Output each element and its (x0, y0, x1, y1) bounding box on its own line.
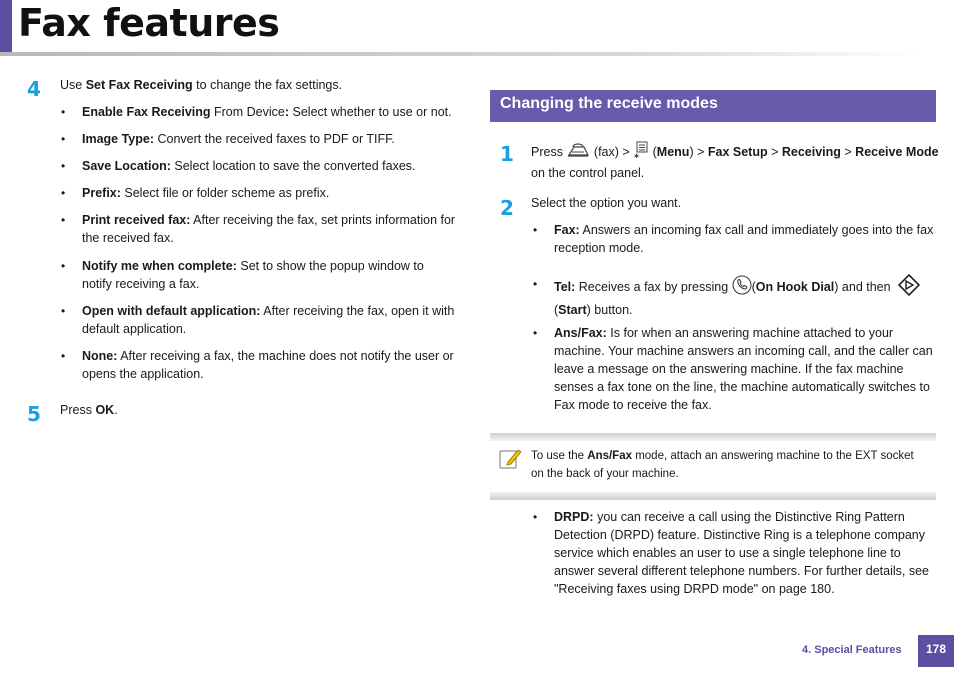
start-icon (898, 274, 920, 301)
bullet-marker: • (533, 510, 538, 524)
drpd-mode-item: DRPD: you can receive a call using the Distinctive Ring Pattern Detection (DRPD) feature. Distinctive Ring is a telephone company service which enables an user to use a single telephone line to answer several different telephone numbers. For further details, see "Receiving faxes using DRPD mode" on page 180. (554, 510, 929, 596)
bullet-marker: • (61, 159, 66, 173)
title-divider (0, 52, 920, 56)
note-text: To use the Ans/Fax mode, attach an answering machine to the EXT socket on the back of your machine. (531, 450, 914, 480)
bullet-marker: • (533, 326, 538, 340)
fax-icon (566, 141, 590, 164)
bullet-marker: • (61, 213, 66, 227)
page-title: Fax features (18, 1, 280, 45)
list-item: Prefix: Select file or folder scheme as prefix. (82, 186, 330, 200)
tel-mode-item: Tel: Receives a fax by pressing (On Hook Dial) and then (Start) button. (554, 274, 944, 319)
page-number: 178 (918, 635, 954, 667)
title-accent-bar (0, 0, 12, 54)
bullet-marker: • (61, 349, 66, 363)
svg-text:✱: ✱ (634, 153, 640, 159)
fax-mode-item: Fax: Answers an incoming fax call and immediately goes into the fax reception mode. (554, 223, 934, 255)
on-hook-dial-icon (732, 275, 752, 300)
list-item: Open with default application: After receiving the fax, open it with default application. (82, 304, 455, 336)
list-item: None: After receiving a fax, the machine does not notify the user or opens the application. (82, 349, 454, 381)
bullet-marker: • (61, 304, 66, 318)
ans-fax-mode-item: Ans/Fax: Is for when an answering machine attached to your machine. Your machine answers an incoming call, and the caller can leave a message on the answering machine. If the fax machine senses a fax tone on the line, the machine automatically switches to Fax mode to receive the fax. (554, 326, 933, 412)
note-pencil-icon (498, 447, 522, 476)
step-number-4: 4 (27, 77, 41, 101)
step-number-5: 5 (27, 402, 41, 426)
step-5-text: Press OK. (60, 403, 118, 417)
step-number-2: 2 (500, 196, 514, 220)
note-bottom-border (490, 492, 936, 500)
list-item: Image Type: Convert the received faxes to PDF or TIFF. (82, 132, 395, 146)
step-1-text: Press (fax) > ✱ (Menu) > Fax Setup > Receiving > Receive Mode on the control panel. (531, 141, 941, 182)
list-item: Save Location: Select location to save the converted faxes. (82, 159, 416, 173)
list-item: Enable Fax Receiving From Device: Select whether to use or not. (82, 105, 452, 119)
step-2-text: Select the option you want. (531, 196, 682, 210)
list-item: Print received fax: After receiving the fax, set prints information for the received fax. (82, 213, 456, 245)
section-heading (490, 90, 936, 122)
bullet-marker: • (533, 277, 538, 291)
bullet-marker: • (61, 132, 66, 146)
note-box (490, 433, 936, 500)
chapter-label: 4. Special Features (802, 644, 902, 656)
section-heading-text: Changing the receive modes (500, 95, 718, 112)
step-4-text: Use Set Fax Receiving to change the fax settings. (60, 78, 343, 92)
bullet-marker: • (61, 186, 66, 200)
note-top-border (490, 433, 936, 441)
list-item: Notify me when complete: Set to show the popup window to notify receiving a fax. (82, 259, 424, 291)
menu-icon (633, 141, 649, 164)
step-number-1: 1 (500, 142, 514, 166)
bullet-marker: • (533, 223, 538, 237)
bullet-marker: • (61, 259, 66, 273)
bullet-marker: • (61, 105, 66, 119)
